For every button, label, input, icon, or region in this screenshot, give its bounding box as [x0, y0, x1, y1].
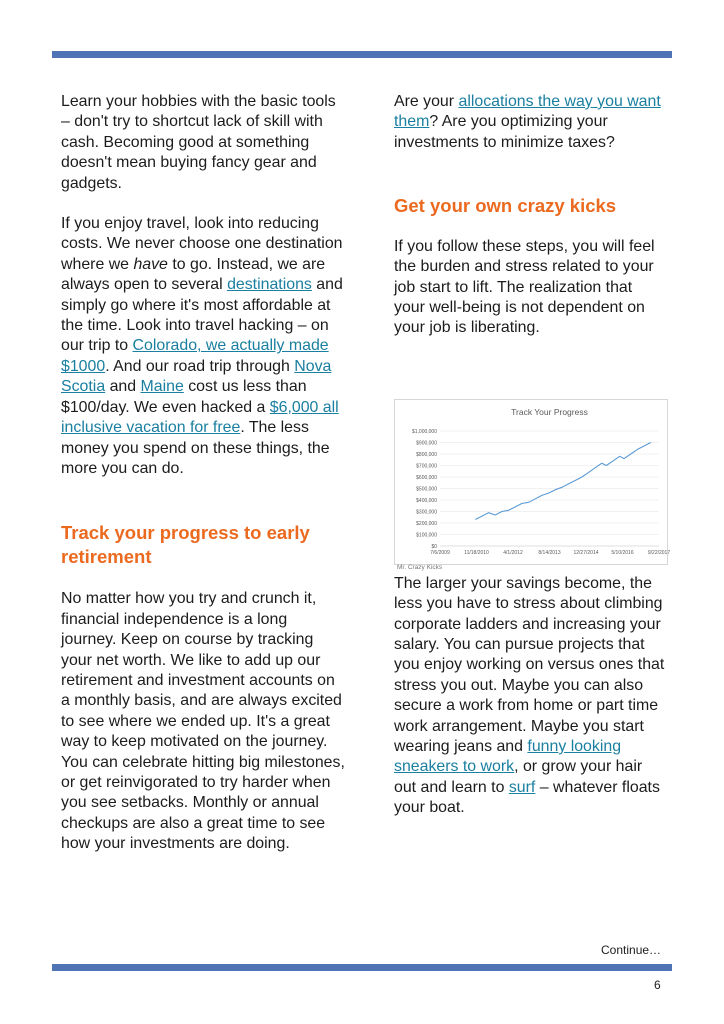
- x-tick-label: 11/18/2010: [464, 550, 489, 556]
- y-tick-label: $0: [431, 544, 437, 550]
- y-tick-label: $700,000: [416, 463, 437, 470]
- paragraph-hobbies: Learn your hobbies with the basic tools – don't try to shortcut lack of skill with cash. Becoming good at something doesn't mean buying fancy gear and gadgets.: [61, 93, 336, 192]
- y-tick-label: $900,000: [416, 440, 437, 447]
- top-accent-bar: [52, 51, 672, 58]
- x-tick-label: 4/1/2012: [503, 550, 523, 556]
- x-tick-label: 5/10/2016: [611, 550, 634, 556]
- x-tick-label: 9/22/2017: [647, 550, 671, 556]
- chart-title: Track Your Progress: [511, 407, 588, 417]
- y-tick-label: $200,000: [416, 521, 437, 527]
- x-tick-label: 8/14/2013: [538, 550, 561, 556]
- paragraph-crazy-kicks: If you follow these steps, you will feel the burden and stress related to your job start to lift. The realization that your well-being is not dependent on your job is liberating.: [394, 237, 655, 337]
- y-tick-label: $500,000: [416, 486, 437, 493]
- y-tick-label: $300,000: [416, 509, 437, 516]
- link-destinations[interactable]: destinations: [227, 276, 312, 294]
- page-number: 6: [654, 978, 661, 992]
- bottom-accent-bar: [52, 964, 672, 971]
- chart-canvas: [395, 400, 671, 564]
- heading-track-progress: Track your progress to early retirement: [61, 522, 310, 567]
- y-tick-label: $100,000: [416, 532, 437, 539]
- link-funny-sneakers[interactable]: funny looking sneakers to work: [394, 738, 622, 776]
- continue-label: Continue…: [601, 943, 662, 957]
- link-allocations[interactable]: allocations the way you want them: [394, 93, 661, 131]
- link-maine[interactable]: Maine: [140, 378, 184, 396]
- y-tick-label: $400,000: [416, 498, 437, 504]
- x-tick-label: 7/6/2009: [430, 550, 450, 556]
- net-worth-chart: [394, 399, 671, 565]
- link-vacation-for-free[interactable]: $6,000 all inclusive vacation for free: [61, 398, 339, 437]
- paragraph-savings: The larger your savings become, the less you have to stress about climbing corporate ladders and increasing your salary. You can pursue projects that you enjoy working on versus ones that stress you out. Maybe you can also secure a work from home or part time work arrangement. Maybe you start wearing jeans and funny looking sneakers to work, or grow your hair out and learn to surf – whatever floats your boat.: [394, 574, 665, 817]
- paragraph-track-progress: No matter how you try and crunch it, financial independence is a long journey. Keep on course by tracking your net worth. We like to add up our retirement and investment accounts on a monthly basis, and are always excited to see where we ended up. It's a great way to keep motivated on the journey. You can celebrate hitting big milestones, or get reinvigorated to try harder when you see setbacks. Monthly or annual checkups are also a great time to see how your investments are doing.: [61, 590, 345, 853]
- y-tick-label: $600,000: [416, 475, 437, 481]
- heading-crazy-kicks: Get your own crazy kicks: [394, 195, 617, 217]
- link-colorado[interactable]: Colorado, we actually made $1000: [61, 337, 329, 375]
- link-nova-scotia[interactable]: Nova Scotia: [61, 357, 332, 396]
- paragraph-allocations: Are your allocations the way you want them? Are you optimizing your investments to minimize taxes?: [394, 93, 661, 151]
- chart-caption: Mr. Crazy Kicks: [397, 564, 443, 571]
- y-tick-label: $1,000,000: [411, 429, 437, 435]
- y-tick-label: $800,000: [416, 452, 437, 458]
- link-surf[interactable]: surf: [508, 778, 536, 796]
- left-column: [61, 92, 346, 855]
- paragraph-travel: If you enjoy travel, look into reducing costs. We never choose one destination where we have to go. Instead, we are always open to several destinations and simply go where it's most affordable at the time. Look into travel hacking – on our trip to Colorado, we actually made $1000. And our road trip through Nova Scotia and Maine cost us less than $100/day. We even hacked a $6,000 all inclusive vacation for free. The less money you spend on these things, the more you can do.: [61, 215, 343, 477]
- x-tick-label: 12/27/2014: [573, 550, 599, 556]
